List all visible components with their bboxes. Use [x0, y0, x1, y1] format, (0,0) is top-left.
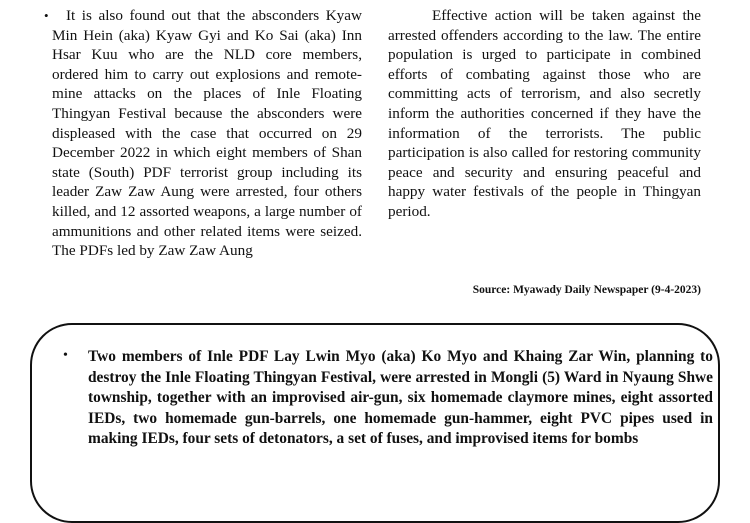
box-bullet-icon: • — [63, 348, 68, 363]
source-citation: Source: Myawady Daily Newspaper (9-4-2023) — [472, 284, 701, 296]
left-paragraph-text: It is also found out that the absconders Kyaw Min Hein (aka) Kyaw Gyi and Ko Sai (aka) Inn Hsar Kuu who are the NLD core members, ordered him to carry out explosions and remote-mine attacks on the places of Inle Floating Thingyan Festival because the absconders were displeased with the case that occurred on 29 December 2022 in which eight members of Shan state (South) PDF terrorist group including its leader Zaw Zaw Aung were arrested, four others killed, and 12 assorted weapons, a large number of ammunitions and other related items were seized. The PDFs led by Zaw Zaw Aung — [52, 7, 362, 260]
right-paragraph-text: Effective action will be taken against the arrested offenders according to the law. The entire population is urged to participate in combined efforts of combating against those who are committing acts of terrorism, and also secretly inform the authorities concerned if they have the information of the terrorists. The public participation is also called for restoring community peace and security and ensuring peaceful and happy water festivals of the people in Thingyan period. — [388, 7, 701, 220]
left-bullet-paragraph — [44, 6, 362, 261]
left-column — [44, 6, 362, 261]
right-column — [388, 6, 701, 222]
box-text: Two members of Inle PDF Lay Lwin Myo (aka) Ko Myo and Khaing Zar Win, planning to destroy the Inle Floating Thingyan Festival, were arrested in Mongli (5) Ward in Nyaung Shwe township, together with an improvised air-gun, six homemade claymore mines, eight assorted IEDs, two homemade gun-barrels, one homemade gun-hammer, eight PVC pipes used in making IEDs, four sets of detonators, a set of fuses, and improvised items for bombs — [88, 348, 713, 447]
bullet-icon: • — [44, 8, 49, 23]
